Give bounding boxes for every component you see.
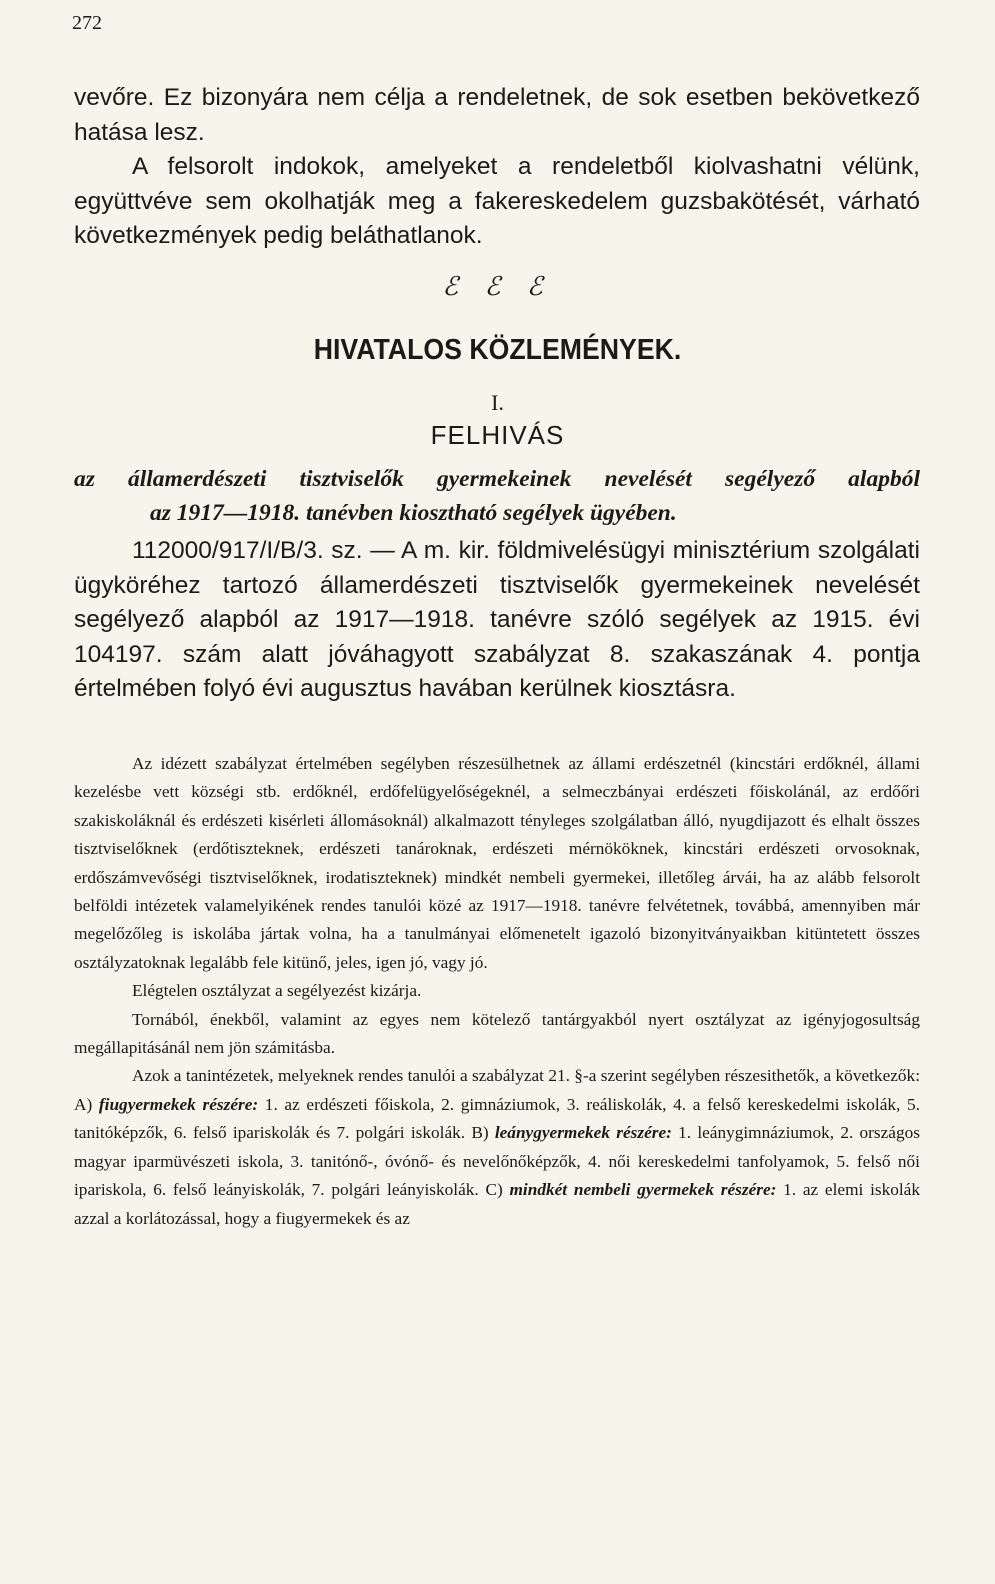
notice-subtitle <box>74 462 920 530</box>
body-paragraph-1: Az idézett szabályzat értelmében segélyben részesülhetnek az állami erdészetnél (kincstári erdőknél, állami kezelésbe vett községi stb. erdőknél, erdőfelügyelőségeknél, a selmeczbányai erdészeti főiskolánál, az erdőőri szakiskoláknál és erdészeti kisérleti állomásoknál) alkalmazott tényleges szolgálatban álló, nyugdijazott és elhalt összes tisztviselőknek (erdőtiszteknek, erdészeti tanároknak, erdészeti mérnököknek, kincstári erdészeti orvosoknak, erdőszámvevőségi tisztviselőknek, irodatiszteknek) mindkét nembeli gyermekei, illetőleg árvái, ha az alább felsorolt belföldi intézetek valamelyikének rendes tanulói közé az 1917—1918. tanévre felvétetnek, továbbá, amennyiben már megelőzőleg is iskolába jártak volna, ha a tanulmányai előmenetelt igazoló bizonyitványaikban kitüntetett összes osztályzatoknak legalább fele kitünő, jeles, igen jó, vagy jó. <box>74 754 920 972</box>
page-number: 272 <box>72 12 102 34</box>
lead-text <box>74 534 920 707</box>
lead-paragraph: 112000/917/I/B/3. sz. — A m. kir. földmivelésügyi minisztérium szolgálati ügyköréhez tartozó államerdészeti tisztviselők gyermekeinek nevelését segélyező alapból az 1917—1918. tanévre szóló segélyek az 1915. évi 104197. szám alatt jóváhagyott szabályzat 8. szakaszának 4. pontja értelmében folyó évi augusztus havában kerülnek kiosztásra. <box>74 537 920 702</box>
paragraph-text: Azok a tanintézetek, melyeknek rendes tanulói a szabályzat 21. §-a szerint segélyben részesithetők, a következők: A) <box>74 1066 920 1114</box>
emphasis-boys: fiugyermekek részére: <box>98 1094 259 1114</box>
emphasis-girls: leánygyermekek részére: <box>494 1123 672 1143</box>
main-text <box>74 750 920 1233</box>
body-paragraph-3: Tornából, énekből, valamint az egyes nem kötelező tantárgyakból nyert osztályzat az igényjogosultság megállapitásánál nem jön számitásba. <box>74 1009 920 1058</box>
body-paragraph-2: Elégtelen osztályzat a segélyezést kizárja. <box>132 981 422 1001</box>
body-paragraph-4 <box>74 1062 920 1232</box>
intro-paragraph-2: A felsorolt indokok, amelyeket a rendeletből kiolvashatni vélünk, együttvéve sem okolhatják meg a fakereskedelem guzsbakötését, várható következmények pedig beláthatlanok. <box>74 153 920 249</box>
subtitle-line-1: az államerdészeti tisztviselők gyermekeinek nevelését segélyező alapból <box>74 466 920 492</box>
section-title: HIVATALOS KÖZLEMÉNYEK. <box>313 334 682 366</box>
intro-paragraph-1: vevőre. Ez bizonyára nem célja a rendeletnek, de sok esetben bekövetkező hatása lesz. <box>74 84 920 146</box>
paragraph-text: 1. az erdészeti főiskola, 2. gimnáziumok, 3. reáliskolák, 4. a felső kereskedelmi iskolák, 5. tanitóképzők, 6. felső ipariskolák és 7. polgári iskolák. B) <box>74 1094 920 1143</box>
notice-title: FELHIVÁS <box>430 420 565 450</box>
section-ornament: ℰ ℰ ℰ <box>442 272 553 301</box>
paragraph-text: 1. az elemi iskolák azzal a korlátozással, hogy a fiugyermekek és az <box>74 1180 920 1228</box>
roman-numeral: I. <box>491 390 504 415</box>
intro-text <box>74 81 920 254</box>
paragraph-text: 1. leánygimnáziumok, 2. országos magyar iparmüvészeti iskola, 3. tanitónő-, óvónő- és nevelőnőképzők, 4. női kereskedelmi tanfolyamok, 5. felső női ipariskola, 6. felső leányiskolák, 7. polgári leányiskolák. C) <box>74 1123 920 1200</box>
subtitle-line-2: az 1917—1918. tanévben kiosztható segélyek ügyében. <box>150 500 677 526</box>
emphasis-both: mindkét nembeli gyermekek részére: <box>509 1180 777 1200</box>
